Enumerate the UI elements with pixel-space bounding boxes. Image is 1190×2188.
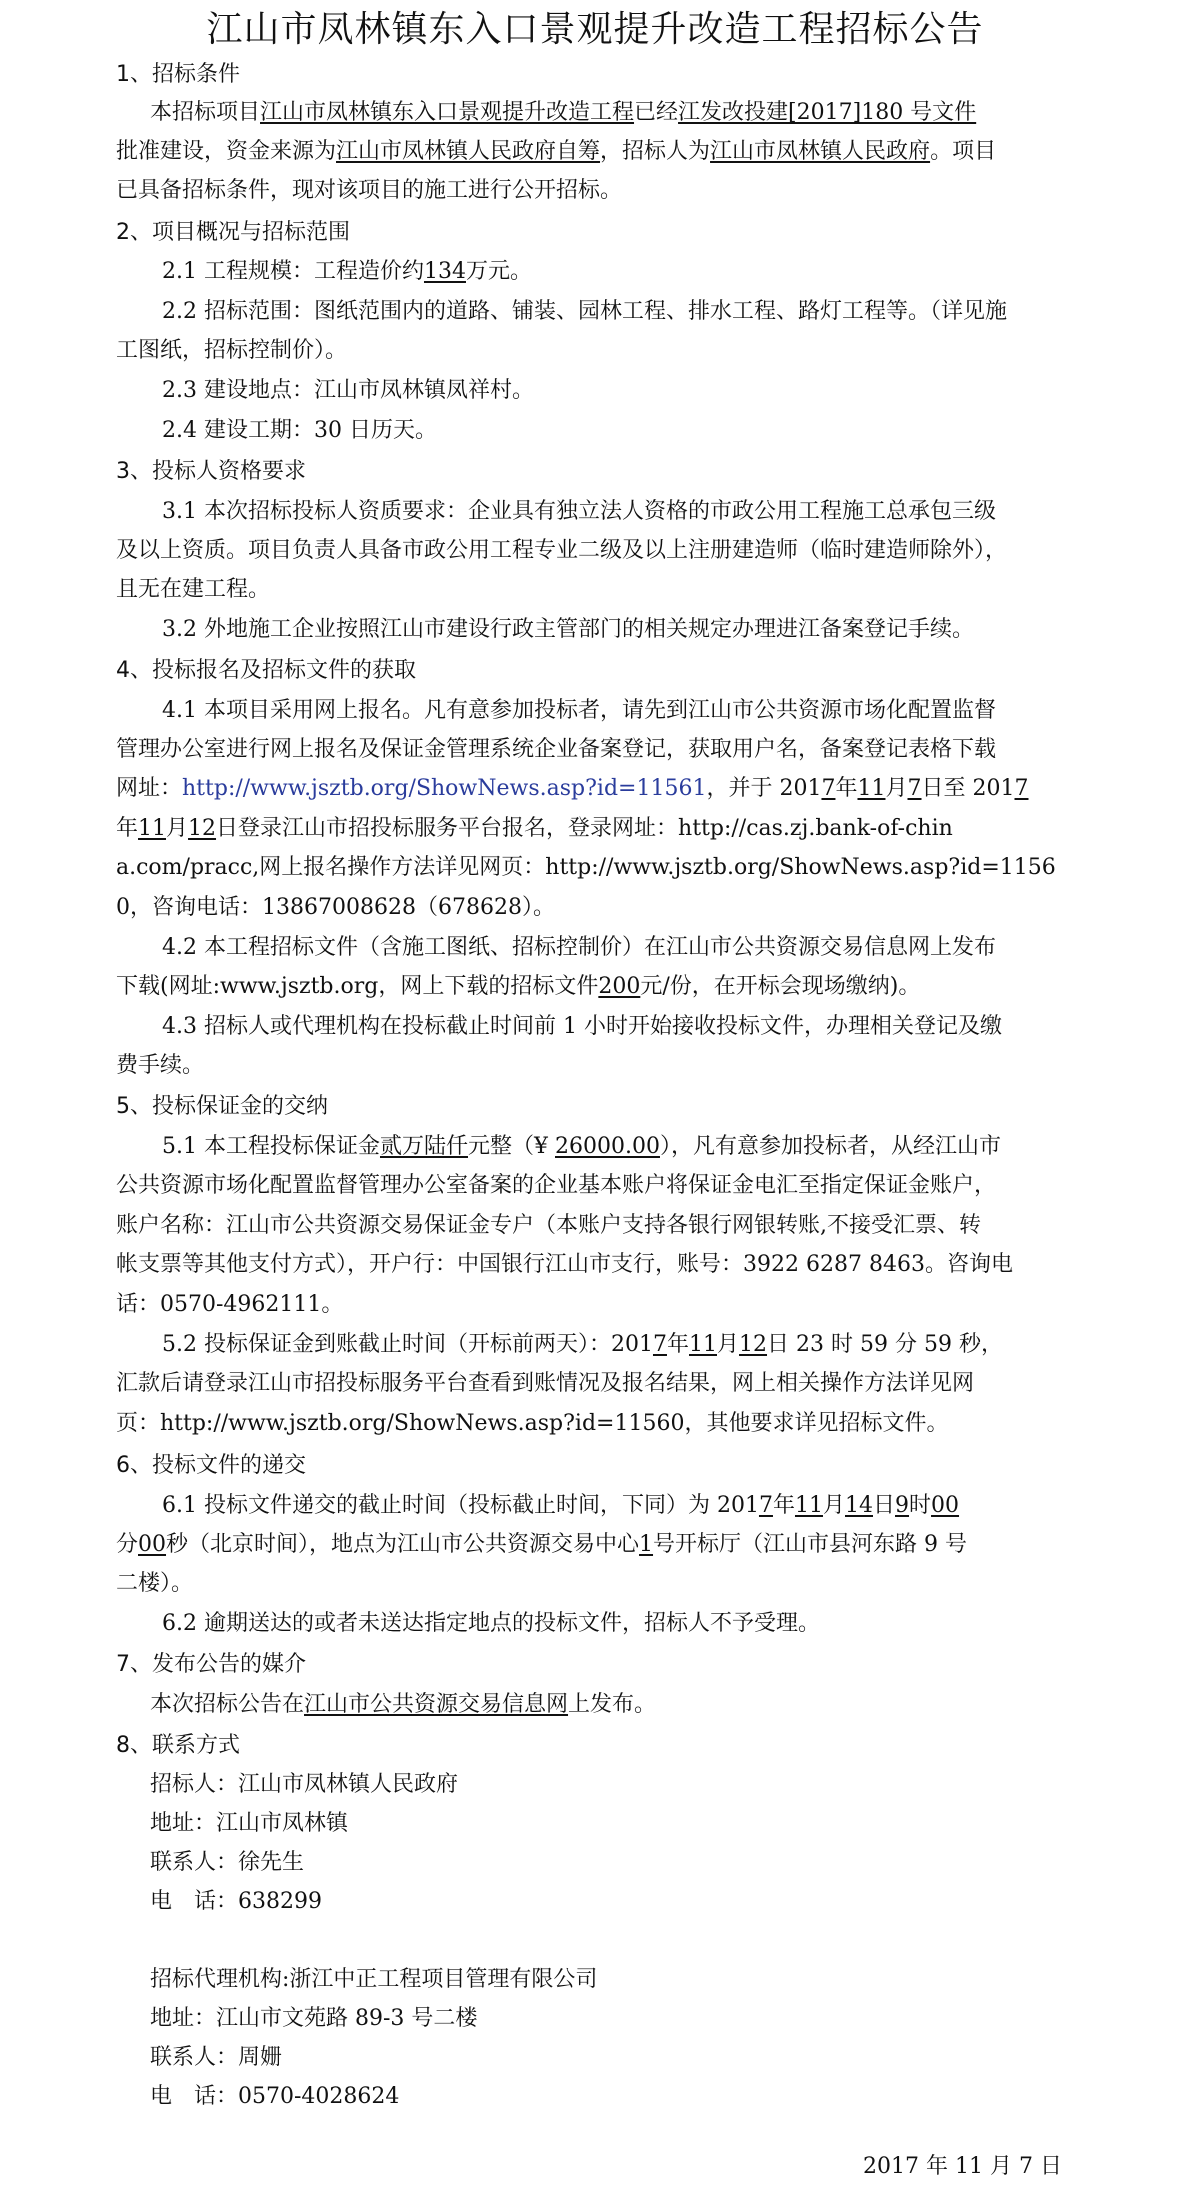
text: 网址： bbox=[116, 776, 183, 801]
s5-item-5-2-b: 汇款后请登录江山市招投标服务平台查看到账情况及报名结果，网上相关操作方法详见网 bbox=[116, 1371, 975, 1396]
text: 2.1 工程规模：工程造价约 bbox=[162, 259, 424, 284]
year-digit: 7 bbox=[652, 1332, 667, 1357]
approval-document: 江发改投建[2017]180 号文件 bbox=[678, 100, 977, 125]
year-digit: 7 bbox=[821, 776, 836, 801]
s5-item-5-1-b: 公共资源市场化配置监督管理办公室备案的企业基本账户将保证金电汇至指定保证金账户， bbox=[116, 1173, 997, 1198]
text: 年 bbox=[116, 816, 139, 841]
day: 7 bbox=[907, 776, 922, 801]
s3-item-3-1-a: 3.1 本次招标投标人资质要求：企业具有独立法人资格的市政公用工程施工总承包三级 bbox=[162, 499, 996, 524]
s5-item-5-2-c: 页：http://www.jsztb.org/ShowNews.asp?id=11560，其他要求详见招标文件。 bbox=[116, 1411, 949, 1436]
s4-item-4-1-b: 管理办公室进行网上报名及保证金管理系统企业备案登记，获取用户名，备案登记表格下载 bbox=[116, 737, 997, 762]
s4-item-4-2-a: 4.2 本工程招标文件（含施工图纸、招标控制价）在江山市公共资源交易信息网上发布 bbox=[162, 935, 996, 960]
contact-address: 地址：江山市凤林镇 bbox=[150, 1811, 349, 1836]
text: 年 bbox=[835, 776, 858, 801]
s6-item-6-2: 6.2 逾期送达的或者未送达指定地点的投标文件，招标人不予受理。 bbox=[162, 1611, 820, 1636]
s3-item-3-1-c: 且无在建工程。 bbox=[116, 577, 271, 602]
month: 11 bbox=[794, 1493, 823, 1518]
text: 元整（¥ bbox=[468, 1134, 555, 1159]
year-digit: 7 bbox=[758, 1493, 773, 1518]
text: 5.1 本工程投标保证金 bbox=[162, 1134, 380, 1159]
section-3-heading: 3、投标人资格要求 bbox=[116, 459, 306, 484]
section-8-heading: 8、联系方式 bbox=[116, 1733, 240, 1758]
s6-item-6-1-c: 二楼）。 bbox=[116, 1571, 194, 1596]
s1-line-1 bbox=[150, 98, 1140, 128]
section-7-heading: 7、发布公告的媒介 bbox=[116, 1652, 306, 1677]
text: ），凡有意参加投标者，从经江山市 bbox=[659, 1134, 1001, 1159]
agency-address: 地址：江山市文苑路 89-3 号二楼 bbox=[150, 2006, 478, 2031]
tenderer-name: 江山市凤林镇人民政府 bbox=[710, 139, 931, 164]
text: 万元。 bbox=[465, 259, 532, 284]
text: 月 bbox=[822, 1493, 845, 1518]
s5-item-5-1-e: 话：0570-4962111。 bbox=[116, 1292, 344, 1317]
s5-item-5-1-a bbox=[162, 1132, 1152, 1162]
text: 。项目 bbox=[930, 139, 997, 164]
day: 12 bbox=[188, 816, 217, 841]
text: 年 bbox=[666, 1332, 689, 1357]
contact-tenderer: 招标人：江山市凤林镇人民政府 bbox=[150, 1772, 459, 1797]
s4-item-4-2-b bbox=[116, 972, 1106, 1002]
text: 时 bbox=[909, 1493, 932, 1518]
text: 秒（北京时间），地点为江山市公共资源交易中心 bbox=[166, 1532, 640, 1557]
text: 日至 201 bbox=[921, 776, 1015, 801]
s4-item-4-1-e: a.com/pracc,网上报名操作方法详见网页：http://www.jsztb.org/ShowNews.asp?id=1156 bbox=[116, 855, 1056, 880]
text: 月 bbox=[885, 776, 908, 801]
s5-item-5-2-a bbox=[162, 1330, 1152, 1360]
month: 11 bbox=[689, 1332, 717, 1357]
text: 已经 bbox=[634, 100, 679, 125]
media-name: 江山市公共资源交易信息网 bbox=[304, 1692, 569, 1717]
text: 元/份，在开标会现场缴纳)。 bbox=[640, 974, 921, 999]
s5-item-5-1-d: 帐支票等其他支付方式），开户行：中国银行江山市支行，账号：3922 6287 8463。咨询电 bbox=[116, 1252, 1013, 1277]
text: 月 bbox=[717, 1332, 740, 1357]
year-digit: 7 bbox=[1014, 776, 1029, 801]
s6-item-6-1-b bbox=[116, 1530, 1106, 1560]
s2-item-2-4: 2.4 建设工期：30 日历天。 bbox=[162, 418, 437, 443]
text: 上发布。 bbox=[568, 1692, 657, 1717]
text: 月 bbox=[166, 816, 189, 841]
project-cost: 134 bbox=[423, 259, 466, 284]
text: 本招标项目 bbox=[150, 100, 261, 125]
section-4-heading: 4、投标报名及招标文件的获取 bbox=[116, 658, 416, 683]
hall-number: 1 bbox=[639, 1532, 654, 1557]
text: 日 bbox=[873, 1493, 896, 1518]
minute: 00 bbox=[931, 1493, 960, 1518]
month: 11 bbox=[138, 816, 167, 841]
bond-amount: 26000.00 bbox=[555, 1134, 660, 1159]
s4-item-4-3-a: 4.3 招标人或代理机构在投标截止时间前 1 小时开始接收投标文件，办理相关登记及缴 bbox=[162, 1014, 1002, 1039]
page-title: 江山市凤林镇东入口景观提升改造工程招标公告 bbox=[206, 9, 984, 50]
month: 11 bbox=[857, 776, 886, 801]
text: 本次招标公告在 bbox=[150, 1692, 305, 1717]
s1-line-2 bbox=[116, 137, 1106, 167]
day: 12 bbox=[739, 1332, 768, 1357]
agency-name: 招标代理机构:浙江中正工程项目管理有限公司 bbox=[150, 1967, 598, 1992]
text: 号开标厅（江山市县河东路 9 号 bbox=[653, 1532, 968, 1557]
s4-item-4-3-b: 费手续。 bbox=[116, 1053, 205, 1078]
document-fee: 200 bbox=[598, 974, 641, 999]
second: 00 bbox=[138, 1532, 167, 1557]
s2-item-2-3: 2.3 建设地点：江山市凤林镇凤祥村。 bbox=[162, 378, 534, 403]
text: 5.2 投标保证金到账截止时间（开标前两天）：201 bbox=[162, 1332, 653, 1357]
contact-person: 联系人：徐先生 bbox=[150, 1850, 305, 1875]
text: 日登录江山市招投标服务平台报名，登录网址：http://cas.zj.bank-of-chin bbox=[216, 816, 953, 841]
announcement-date: 2017 年 11 月 7 日 bbox=[863, 2154, 1062, 2179]
s5-item-5-1-c: 账户名称：江山市公共资源交易保证金专户（本账户支持各银行网银转账,不接受汇票、转 bbox=[116, 1213, 981, 1238]
s1-line-3: 已具备招标条件，现对该项目的施工进行公开招标。 bbox=[116, 178, 623, 203]
download-link[interactable]: http://www.jsztb.org/ShowNews.asp?id=11561 bbox=[182, 776, 707, 801]
s3-item-3-1-b: 及以上资质。项目负责人具备市政公用工程专业二级及以上注册建造师（临时建造师除外）， bbox=[116, 538, 1008, 563]
s2-item-2-2-b: 工图纸，招标控制价）。 bbox=[116, 338, 348, 363]
bond-amount-words: 贰万陆仟 bbox=[379, 1134, 468, 1159]
section-2-heading: 2、项目概况与招标范围 bbox=[116, 220, 350, 245]
text: 日 23 时 59 分 59 秒， bbox=[767, 1332, 1003, 1357]
text: 年 bbox=[772, 1493, 795, 1518]
text: 下载(网址:www.jsztb.org，网上下载的招标文件 bbox=[116, 974, 599, 999]
section-6-heading: 6、投标文件的递交 bbox=[116, 1453, 306, 1478]
text: ，招标人为 bbox=[600, 139, 711, 164]
project-name: 江山市凤林镇东入口景观提升改造工程 bbox=[260, 100, 635, 125]
text: 分 bbox=[116, 1532, 139, 1557]
text: 批准建设，资金来源为 bbox=[116, 139, 337, 164]
s7-text bbox=[150, 1690, 1140, 1720]
hour: 9 bbox=[895, 1493, 910, 1518]
agency-person: 联系人：周姗 bbox=[150, 2045, 283, 2070]
fund-source: 江山市凤林镇人民政府自筹 bbox=[336, 139, 601, 164]
text: 6.1 投标文件递交的截止时间（投标截止时间，下同）为 201 bbox=[162, 1493, 759, 1518]
s6-item-6-1-a bbox=[162, 1491, 1152, 1521]
section-5-heading: 5、投标保证金的交纳 bbox=[116, 1094, 328, 1119]
agency-phone: 电 话：0570-4028624 bbox=[150, 2084, 400, 2109]
day: 14 bbox=[845, 1493, 873, 1518]
s4-item-4-1-a: 4.1 本项目采用网上报名。凡有意参加投标者，请先到江山市公共资源市场化配置监督 bbox=[162, 698, 996, 723]
s4-item-4-1-c bbox=[116, 774, 1106, 804]
section-1-heading: 1、招标条件 bbox=[116, 62, 240, 87]
s2-item-2-1 bbox=[162, 257, 1152, 287]
s3-item-3-2: 3.2 外地施工企业按照江山市建设行政主管部门的相关规定办理进江备案登记手续。 bbox=[162, 617, 974, 642]
s2-item-2-2-a: 2.2 招标范围：图纸范围内的道路、铺装、园林工程、排水工程、路灯工程等。（详见施 bbox=[162, 299, 1007, 324]
s4-item-4-1-d bbox=[116, 814, 1106, 844]
s4-item-4-1-f: 0，咨询电话：13867008628（678628）。 bbox=[116, 895, 555, 920]
text: ，并于 201 bbox=[706, 776, 822, 801]
contact-phone: 电 话：638299 bbox=[150, 1889, 322, 1914]
